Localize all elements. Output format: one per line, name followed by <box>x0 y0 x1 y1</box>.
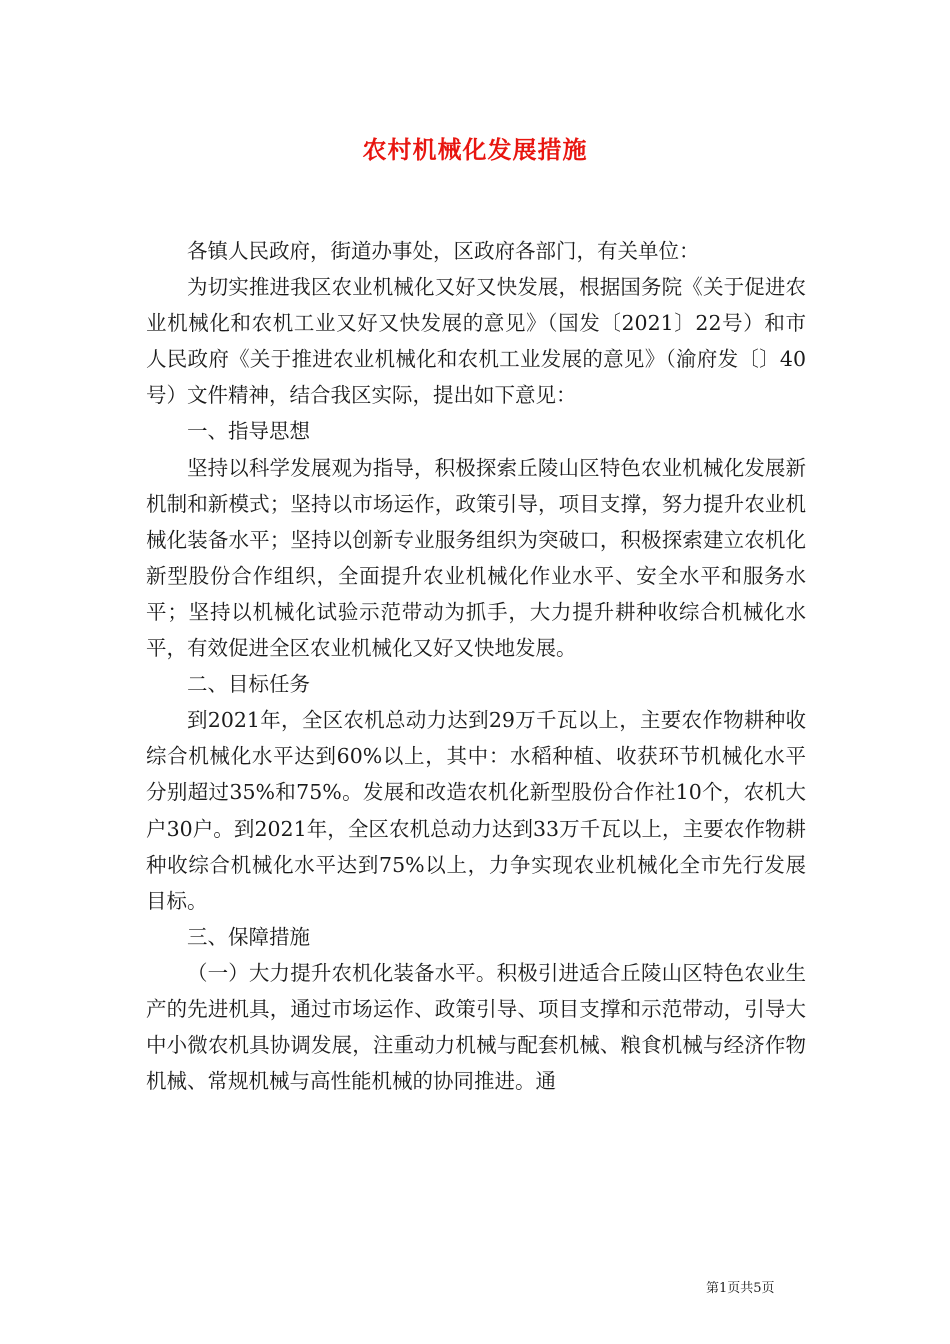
section-body-measures: （一）大力提升农机化装备水平。积极引进适合丘陵山区特色农业生产的先进机具，通过市场运作、政策引导、项目支撑和示范带动，引导大中小微农机具协调发展，注重动力机械与配套机械、粮食机械与经济作物机械、常规机械与高性能机械的协同推进。通 <box>146 960 806 1094</box>
section-heading-measures: 三、保障措施 <box>187 924 310 949</box>
document-body <box>146 233 806 1099</box>
section-heading-guiding-ideology: 一、指导思想 <box>187 419 310 444</box>
intro-paragraph: 为切实推进我区农业机械化又好又快发展，根据国务院《关于促进农业机械化和农机工业又好又快发展的意见》（国发〔2021〕22号）和市人民政府《关于推进农业机械化和农机工业发展的意见》（渝府发〔〕40号）文件精神，结合我区实际，提出如下意见： <box>146 275 806 408</box>
section-body-guiding-ideology: 坚持以科学发展观为指导，积极探索丘陵山区特色农业机械化发展新机制和新模式；坚持以市场运作，政策引导，项目支撑，努力提升农业机械化装备水平；坚持以创新专业服务组织为突破口，积极探索建立农机化新型股份合作组织，全面提升农业机械化作业水平、安全水平和服务水平；坚持以机械化试验示范带动为抓手，大力提升耕种收综合机械化水平，有效促进全区农业机械化又好又快地发展。 <box>146 455 806 661</box>
document-title: 农村机械化发展措施 <box>362 135 588 164</box>
salutation: 各镇人民政府，街道办事处，区政府各部门，有关单位： <box>187 239 700 263</box>
section-body-goals: 到2021年，全区农机总动力达到29万千瓦以上，主要农作物耕种收综合机械化水平达到60%以上，其中：水稻种植、收获环节机械化水平分别超过35%和75%。发展和改造农机化新型股份合作社10个，农机大户30户。到2021年，全区农机总动力达到33万千瓦以上，主要农作物耕种收综合机械化水平达到75%以上，力争实现农业机械化全市先行发展目标。 <box>146 708 806 913</box>
page-number: 第1页共5页 <box>706 1281 775 1296</box>
section-heading-goals: 二、目标任务 <box>187 672 310 697</box>
